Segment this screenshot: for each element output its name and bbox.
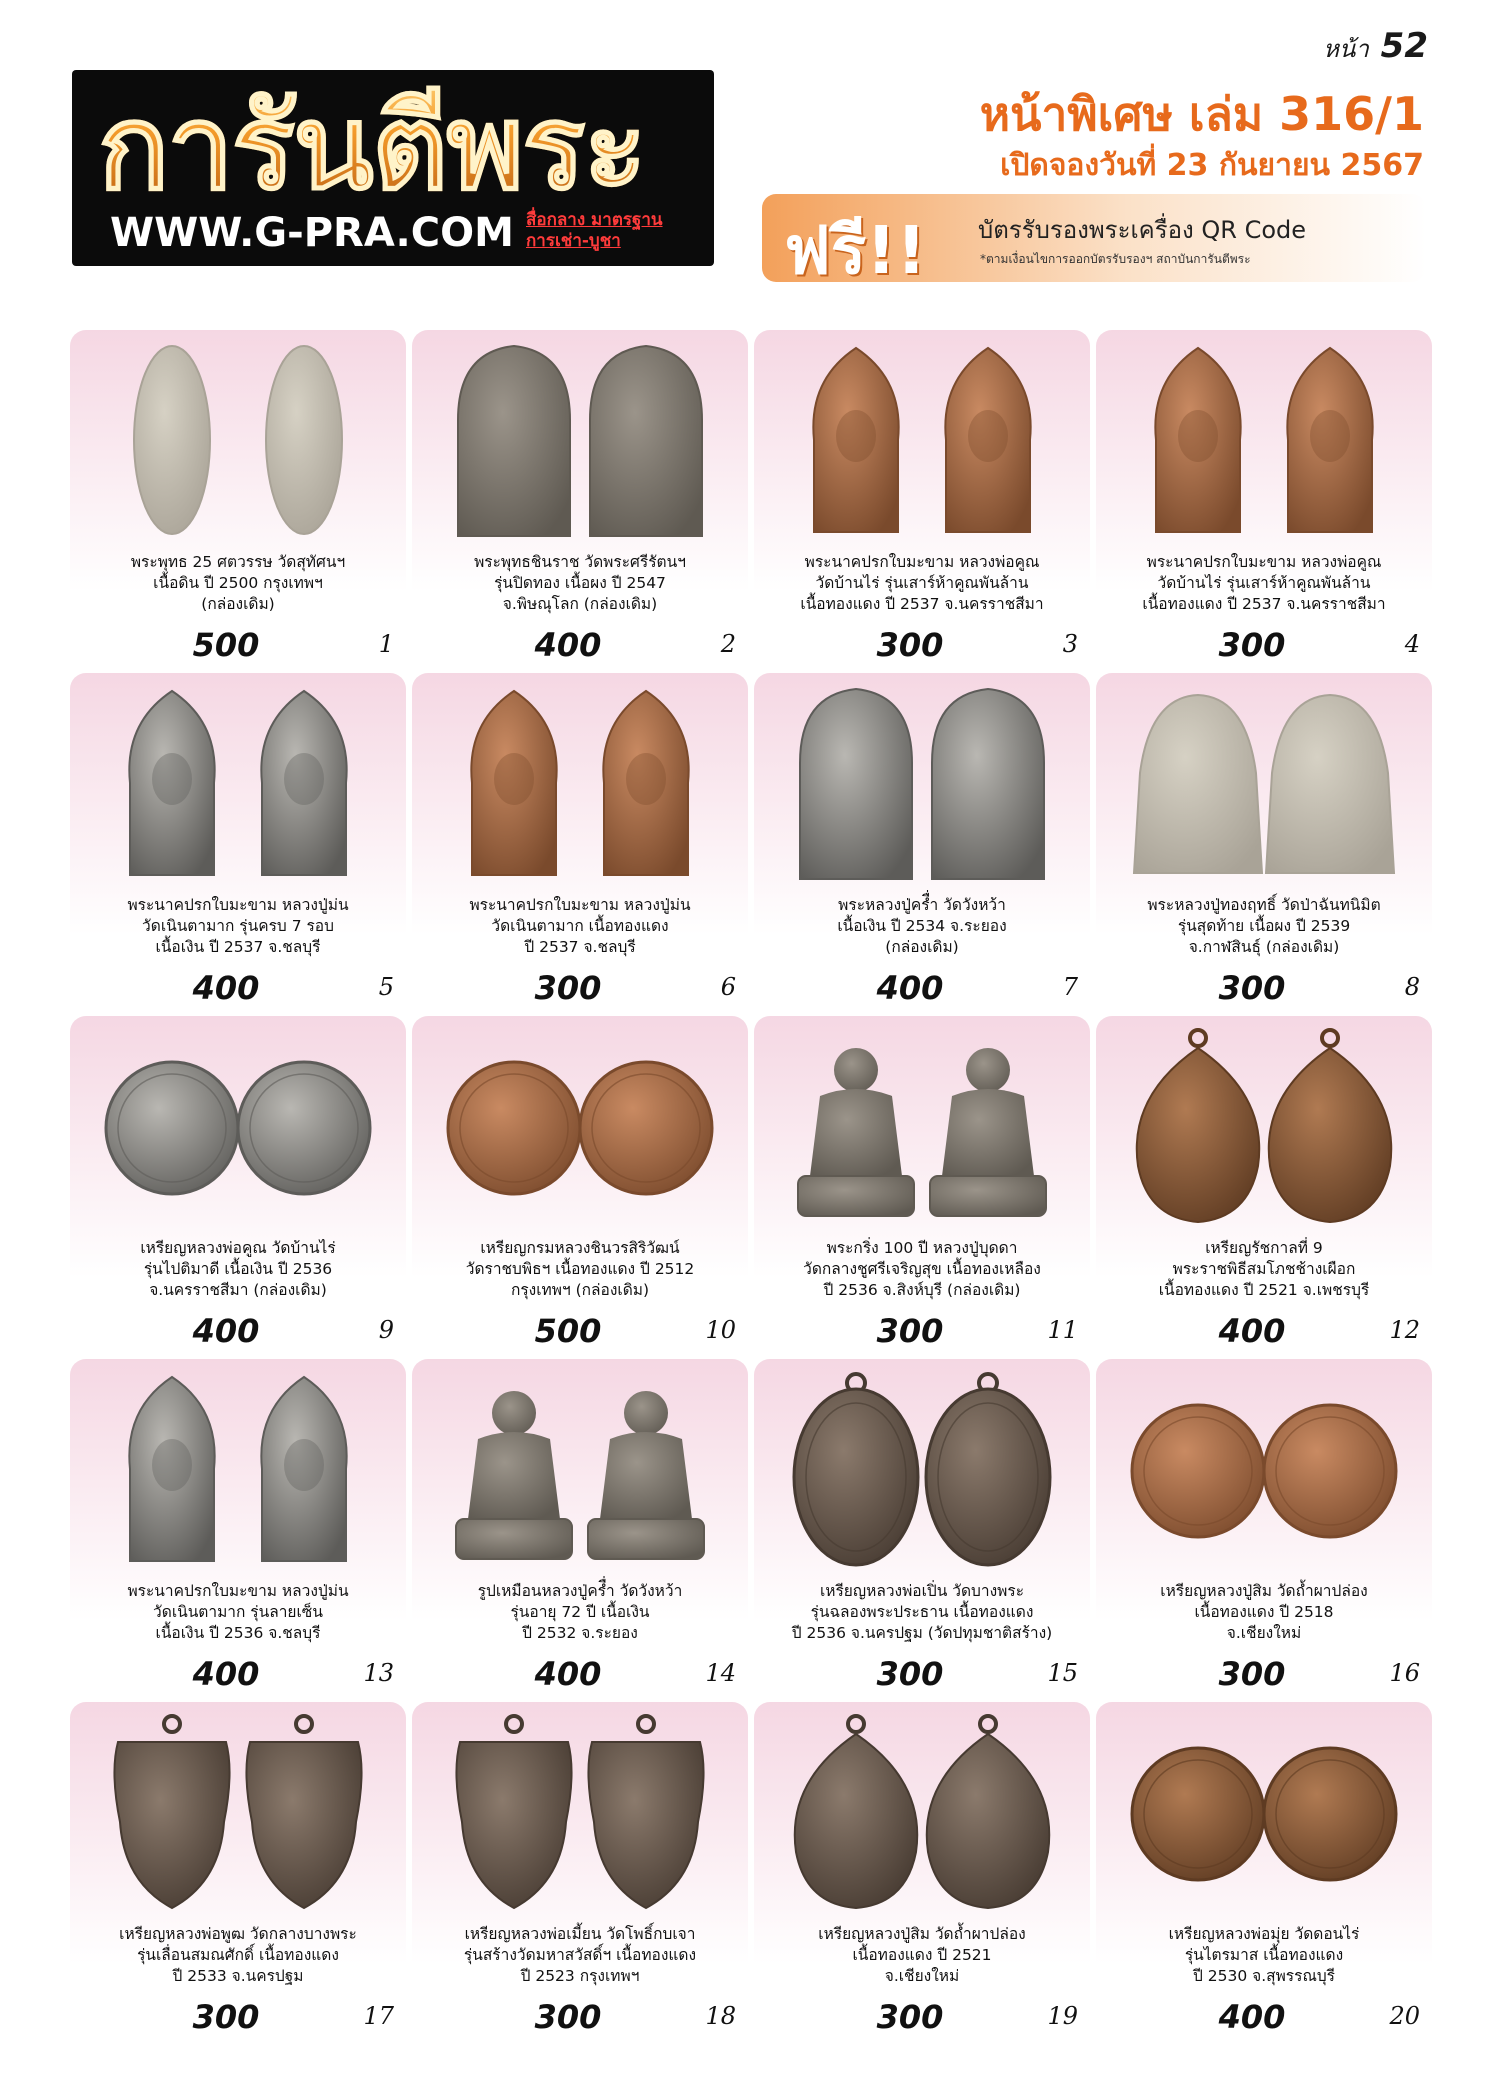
amulet-card[interactable] <box>412 673 748 1009</box>
description-line: เหรียญหลวงปู่สิม วัดถ้ำผาปล่อง <box>1160 1582 1368 1600</box>
page-number-label: หน้า <box>1323 35 1369 63</box>
logo-tagline-line2: การเช่า-บูชา <box>526 231 621 251</box>
amulet-card[interactable] <box>70 673 406 1009</box>
amulet-description <box>76 1238 400 1301</box>
amulet-photo <box>1118 683 1410 883</box>
amulet-price: 300 <box>876 1998 944 2036</box>
amulet-card[interactable] <box>70 1016 406 1352</box>
description-line: จ.กาฬสินธุ์ (กล่องเดิม) <box>1188 938 1340 956</box>
amulet-price: 300 <box>192 1998 260 2036</box>
description-line: ปี 2536 จ.นครปฐม (วัดปทุมชาติสร้าง) <box>791 1624 1053 1642</box>
amulet-description <box>76 895 400 958</box>
description-line: รุ่นไตรมาส เนื้อทองแดง <box>1184 1946 1344 1964</box>
item-number: 12 <box>1389 1316 1420 1344</box>
description-line: เหรียญหลวงพ่อพูฒ วัดกลางบางพระ <box>119 1925 357 1943</box>
amulet-photo <box>92 1026 384 1226</box>
amulet-description <box>1102 895 1426 958</box>
amulet-description <box>760 1238 1084 1301</box>
item-number: 1 <box>378 630 394 658</box>
item-number: 15 <box>1047 1659 1078 1687</box>
amulet-price: 400 <box>192 1655 260 1693</box>
description-line: พระกริ่ง 100 ปี หลวงปู่บุดดา <box>826 1239 1018 1257</box>
free-text: บัตรรับรองพระเครื่อง QR Code <box>978 216 1307 244</box>
amulet-photo <box>776 1026 1068 1226</box>
description-line: ปี 2523 กรุงเทพฯ <box>520 1967 640 1985</box>
item-number: 17 <box>363 2002 394 2030</box>
amulet-card[interactable] <box>412 1016 748 1352</box>
item-number: 18 <box>705 2002 736 2030</box>
amulet-description <box>1102 1924 1426 1987</box>
item-number: 7 <box>1062 973 1078 1001</box>
description-line: พระหลวงปู่ครื่ำ วัดวังหว้า <box>838 896 1006 914</box>
description-line: พระนาคปรกใบมะขาม หลวงปู่ม่น <box>469 896 691 914</box>
description-line: รุ่นไปติมาดี เนื้อเงิน ปี 2536 <box>143 1260 333 1278</box>
item-number: 5 <box>378 973 394 1001</box>
description-line: เนื้อดิน ปี 2500 กรุงเทพฯ <box>153 574 323 592</box>
amulet-description <box>760 895 1084 958</box>
amulet-description <box>76 552 400 615</box>
amulet-photo <box>92 683 384 883</box>
description-line: วัดบ้านไร่ รุ่นเสาร์ห้าคูณพันล้าน <box>1157 574 1371 592</box>
publication-logo <box>72 70 714 266</box>
amulet-photo <box>776 340 1068 540</box>
amulet-price: 500 <box>534 1312 602 1350</box>
amulet-price: 300 <box>534 1998 602 2036</box>
amulet-price: 400 <box>1218 1312 1286 1350</box>
amulet-card[interactable] <box>754 1359 1090 1695</box>
amulet-price: 300 <box>1218 969 1286 1007</box>
amulet-price: 300 <box>876 1312 944 1350</box>
description-line: เนื้อทองแดง ปี 2521 <box>852 1946 992 1964</box>
description-line: รุ่นสร้างวัดมหาสวัสดิ์ฯ เนื้อทองแดง <box>463 1946 697 1964</box>
logo-url[interactable]: WWW.G-PRA.COM <box>110 210 514 256</box>
amulet-card[interactable] <box>1096 673 1432 1009</box>
amulet-card[interactable] <box>412 1702 748 2038</box>
description-line: เนื้อทองแดง ปี 2537 จ.นครราชสีมา <box>800 595 1044 613</box>
page-subline: เปิดจองวันที่ 23 กันยายน 2567 <box>1000 148 1424 183</box>
amulet-price: 300 <box>1218 1655 1286 1693</box>
amulet-price: 400 <box>534 626 602 664</box>
description-line: รุ่นปิดทอง เนื้อผง ปี 2547 <box>494 574 666 592</box>
description-line: ปี 2537 จ.ชลบุรี <box>524 938 636 956</box>
amulet-price: 400 <box>192 1312 260 1350</box>
amulet-photo <box>776 1712 1068 1912</box>
amulet-card[interactable] <box>754 1016 1090 1352</box>
amulet-photo <box>434 1026 726 1226</box>
description-line: เหรียญหลวงพ่อเปิ่น วัดบางพระ <box>819 1582 1025 1600</box>
page-number <box>1323 26 1428 68</box>
amulet-description <box>760 1581 1084 1644</box>
description-line: จ.พิษณุโลก (กล่องเดิม) <box>502 595 658 613</box>
description-line: รุ่นฉลองพระประธาน เนื้อทองแดง <box>810 1603 1034 1621</box>
description-line: ปี 2532 จ.ระยอง <box>522 1624 638 1642</box>
amulet-card[interactable] <box>754 330 1090 666</box>
description-line: เหรียญกรมหลวงชินวรสิริวัฒน์ <box>480 1239 680 1257</box>
free-note: *ตามเงื่อนไขการออกบัตรรับรองฯ สถาบันการันตีพระ <box>980 252 1251 266</box>
description-line: รุ่นอายุ 72 ปี เนื้อเงิน <box>510 1603 650 1621</box>
description-line: ปี 2536 จ.สิงห์บุรี (กล่องเดิม) <box>823 1281 1021 1299</box>
item-number: 14 <box>705 1659 736 1687</box>
amulet-card[interactable] <box>70 1702 406 2038</box>
description-line: วัดเนินตามาก รุ่นลายเซ็น <box>153 1603 323 1621</box>
amulet-grid <box>70 330 1434 2048</box>
amulet-description <box>1102 1238 1426 1301</box>
description-line: ปี 2530 จ.สุพรรณบุรี <box>1192 1967 1336 1985</box>
description-line: รูปเหมือนหลวงปู่ครื่ำ วัดวังหว้า <box>477 1582 683 1600</box>
item-number: 2 <box>720 630 736 658</box>
description-line: เหรียญรัชกาลที่ 9 <box>1205 1239 1323 1257</box>
description-line: วัดบ้านไร่ รุ่นเสาร์ห้าคูณพันล้าน <box>815 574 1029 592</box>
amulet-photo <box>434 1712 726 1912</box>
item-number: 3 <box>1062 630 1078 658</box>
item-number: 11 <box>1047 1316 1078 1344</box>
description-line: รุ่นเลื่อนสมณศักดิ์ เนื้อทองแดง <box>137 1946 339 1964</box>
amulet-price: 400 <box>1218 1998 1286 2036</box>
free-certificate-banner <box>762 194 1426 289</box>
item-number: 8 <box>1404 973 1420 1001</box>
amulet-photo <box>776 683 1068 883</box>
description-line: วัดราชบพิธฯ เนื้อทองแดง ปี 2512 <box>465 1260 695 1278</box>
amulet-description <box>418 552 742 615</box>
page-headline: หน้าพิเศษ เล่ม 316/1 <box>979 87 1424 141</box>
description-line: เนื้อเงิน ปี 2536 จ.ชลบุรี <box>155 1624 321 1642</box>
amulet-card[interactable] <box>70 1359 406 1695</box>
description-line: เหรียญหลวงปู่สิม วัดถ้ำผาปล่อง <box>818 1925 1026 1943</box>
item-number: 9 <box>378 1316 394 1344</box>
amulet-photo <box>1118 1712 1410 1912</box>
amulet-photo <box>92 1369 384 1569</box>
amulet-price: 300 <box>534 969 602 1007</box>
amulet-description <box>76 1581 400 1644</box>
amulet-price: 400 <box>534 1655 602 1693</box>
logo-tagline-line1: สื่อกลาง มาตรฐาน <box>526 210 663 230</box>
description-line: เหรียญหลวงพ่อเมี้ยน วัดโพธิ์กบเจา <box>464 1925 696 1943</box>
amulet-photo <box>92 1712 384 1912</box>
description-line: จ.นครราชสีมา (กล่องเดิม) <box>149 1281 327 1299</box>
amulet-photo <box>776 1369 1068 1569</box>
description-line: ปี 2533 จ.นครปฐม <box>172 1967 304 1985</box>
amulet-card[interactable] <box>754 673 1090 1009</box>
description-line: พระพุทธ 25 ศตวรรษ วัดสุทัศนฯ <box>130 553 346 571</box>
amulet-photo <box>434 1369 726 1569</box>
description-line: เนื้อทองแดง ปี 2537 จ.นครราชสีมา <box>1142 595 1386 613</box>
description-line: จ.เชียงใหม่ <box>884 1967 960 1985</box>
amulet-price: 400 <box>192 969 260 1007</box>
amulet-price: 500 <box>192 626 260 664</box>
description-line: พระนาคปรกใบมะขาม หลวงปู่ม่น <box>127 1582 349 1600</box>
item-number: 20 <box>1389 2002 1420 2030</box>
description-line: เหรียญหลวงพ่อคูณ วัดบ้านไร่ <box>140 1239 336 1257</box>
description-line: เนื้อเงิน ปี 2537 จ.ชลบุรี <box>155 938 321 956</box>
description-line: (กล่องเดิม) <box>201 595 275 613</box>
amulet-price: 300 <box>1218 626 1286 664</box>
description-line: พระนาคปรกใบมะขาม หลวงพ่อคูณ <box>1146 553 1382 571</box>
amulet-card[interactable] <box>412 1359 748 1695</box>
amulet-description <box>418 895 742 958</box>
amulet-card[interactable] <box>1096 1359 1432 1695</box>
description-line: พระนาคปรกใบมะขาม หลวงพ่อคูณ <box>804 553 1040 571</box>
amulet-description <box>76 1924 400 1987</box>
item-number: 13 <box>363 1659 394 1687</box>
amulet-card[interactable] <box>70 330 406 666</box>
amulet-photo <box>1118 1026 1410 1226</box>
description-line: เนื้อทองแดง ปี 2521 จ.เพชรบุรี <box>1158 1281 1370 1299</box>
amulet-price: 300 <box>876 626 944 664</box>
item-number: 6 <box>720 973 736 1001</box>
item-number: 4 <box>1404 630 1420 658</box>
description-line: วัดเนินตามาก เนื้อทองแดง <box>491 917 669 935</box>
amulet-description <box>418 1924 742 1987</box>
amulet-description <box>1102 552 1426 615</box>
amulet-card[interactable] <box>754 1702 1090 2038</box>
free-word: ฟรี!! <box>784 212 927 289</box>
logo-title: การันตีพระ <box>98 72 645 222</box>
amulet-card[interactable] <box>1096 1016 1432 1352</box>
amulet-description <box>418 1238 742 1301</box>
amulet-price: 400 <box>876 969 944 1007</box>
amulet-photo <box>434 683 726 883</box>
description-line: กรุงเทพฯ (กล่องเดิม) <box>510 1281 650 1299</box>
amulet-photo <box>434 340 726 540</box>
description-line: พระพุทธชินราช วัดพระศรีรัตนฯ <box>474 553 686 571</box>
description-line: พระนาคปรกใบมะขาม หลวงปู่ม่น <box>127 896 349 914</box>
amulet-photo <box>1118 340 1410 540</box>
amulet-description <box>418 1581 742 1644</box>
amulet-photo <box>1118 1369 1410 1569</box>
amulet-card[interactable] <box>1096 1702 1432 2038</box>
description-line: จ.เชียงใหม่ <box>1226 1624 1302 1642</box>
description-line: วัดกลางชูศรีเจริญสุข เนื้อทองเหลือง <box>803 1260 1041 1278</box>
amulet-price: 300 <box>876 1655 944 1693</box>
amulet-card[interactable] <box>1096 330 1432 666</box>
description-line: รุ่นสุดท้าย เนื้อผง ปี 2539 <box>1177 917 1351 935</box>
amulet-card[interactable] <box>412 330 748 666</box>
description-line: เนื้อทองแดง ปี 2518 <box>1194 1603 1334 1621</box>
item-number: 19 <box>1047 2002 1078 2030</box>
item-number: 16 <box>1389 1659 1420 1687</box>
amulet-description <box>1102 1581 1426 1644</box>
description-line: เนื้อเงิน ปี 2534 จ.ระยอง <box>837 917 1007 935</box>
description-line: (กล่องเดิม) <box>885 938 959 956</box>
description-line: พระหลวงปู่ทองฤทธิ์ วัดป่าฉันทนิมิต <box>1147 896 1381 914</box>
description-line: เหรียญหลวงพ่อมุ่ย วัดดอนไร่ <box>1168 1925 1360 1943</box>
item-number: 10 <box>705 1316 736 1344</box>
amulet-description <box>760 552 1084 615</box>
page-number-value: 52 <box>1380 26 1428 66</box>
logo-tagline <box>526 210 663 252</box>
amulet-description <box>760 1924 1084 1987</box>
description-line: พระราชพิธีสมโภชช้างเผือก <box>1172 1260 1356 1278</box>
description-line: วัดเนินตามาก รุ่นครบ 7 รอบ <box>142 917 334 935</box>
amulet-photo <box>92 340 384 540</box>
